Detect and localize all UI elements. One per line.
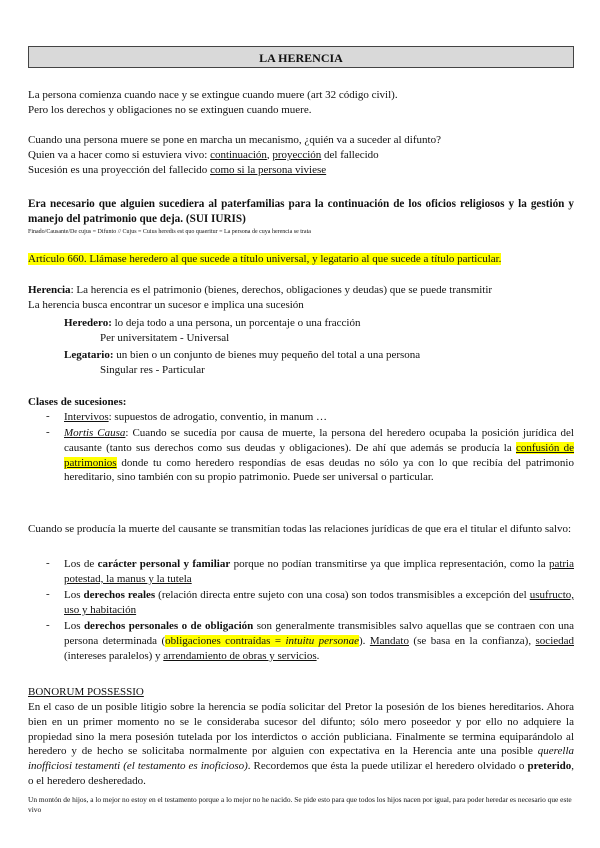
muerte-line-3: Sucesión es una proyección del fallecido como si la persona viviese <box>28 164 327 176</box>
muerte-line-2: Quien va a hacer como si estuviera vivo: continuación, proyección del fallecido <box>28 149 379 161</box>
herencia-definition: Herencia: La herencia es el patrimonio (bienes, derechos, obligaciones y deudas) que se puede transmitir <box>28 284 493 296</box>
article-660: Artículo 660. Llámase heredero al que sucede a título universal, y legatario al que sucede a título particular. <box>28 253 502 265</box>
transmision-intro: Cuando se producía la muerte del causante se transmitían todas las relaciones jurídicas de que era el titular el difunto salvo: <box>28 523 572 535</box>
heredero-latin: Per universitatem - Universal <box>100 332 230 344</box>
transmision-item-personal: Los de carácter personal y familiar porque no podían transmitirse ya que implica representación, como la patria potestad, la manus y la tutela <box>64 558 574 585</box>
paterfamilias-paragraph: Era necesario que alguien sucediera al paterfamilias para la continuación de los oficios religiosos y la gestión y manejo del patrimonio que deja. (SUI IURIS) <box>28 198 574 225</box>
page-title: LA HERENCIA <box>28 46 574 68</box>
transmision-item-reales: Los derechos reales (relación directa entre sujeto con una cosa) son todos transmisibles a excepción del usufructo, uso y habitación <box>64 589 574 616</box>
clases-item-mortis-causa: Mortis Causa: Cuando se sucedía por causa de muerte, la persona del heredero ocupaba la posición jurídica del causante (tanto sus derechos como sus deudas y obligaciones). De ahí que además se producía la confusión de patrimonios donde tu como heredero respondías de esas deudas no sólo ya con lo que recibía del patrimonio hereditario, sino también con su propio patrimonio. Puede ser universal o particular. <box>64 427 575 484</box>
legatario-definition: Legatario: un bien o un conjunto de bienes muy pequeño del total a una persona <box>64 349 421 361</box>
bullet-dash: - <box>46 426 50 438</box>
clases-item-intervivos: Intervivos: supuestos de adrogatio, conventio, in manum … <box>64 411 328 423</box>
muerte-line-1: Cuando una persona muere se pone en marcha un mecanismo, ¿quién va a suceder al difunto? <box>28 134 441 146</box>
bonorum-heading: BONORUM POSSESSIO <box>28 686 144 698</box>
bullet-dash: - <box>46 557 50 569</box>
transmision-item-personales: Los derechos personales o de obligación son generalmente transmisibles salvo aquellas que se contraen con una persona determinada (obligaciones contraídas = intuitu personae). Mandato (se basa en la confianza), sociedad (intereses paralelos) y arrendamiento de obras y servicios. <box>64 620 575 662</box>
bullet-dash: - <box>46 619 50 631</box>
intro-line-2: Pero los derechos y obligaciones no se extinguen cuando muere. <box>28 104 312 116</box>
intro-line-1: La persona comienza cuando nace y se extingue cuando muere (art 32 código civil). <box>28 89 398 101</box>
bonorum-paragraph: En el caso de un posible litigio sobre la herencia se podía solicitar del Pretor la posesión de los bienes hereditarios. Ahora bien en un primer momento no se le consideraba sucesor del difunto; sólo mero poseedor y por ello no adquiere la propiedad sino la mera posesión tutelada por los interdictos o acción publiciana. Finalmente se termina equiparándolo al heredero y de hecho se solicitaba normalmente por alguien con expectativa en la Herencia ante una posible querella inofficiosi testamenti (el testamento es inoficioso). Recordemos que ésta la puede utilizar el heredero olvidado o preterido, o el heredero desheredado. <box>28 701 575 787</box>
herencia-line-2: La herencia busca encontrar un sucesor e implica una sucesión <box>28 299 304 311</box>
bonorum-note: Un montón de hijos, a lo mejor no estoy en el testamento porque a lo mejor no he nacido. Se pide esto para que todos los hijos nacen por igual, para poder heredar es necesario que este vivo <box>28 795 572 814</box>
cujus-note: Finado/Causante/De cujus = Difunto // Cujus = Cuius heredis est quo quaeritur = La persona de cuya herencia se trata <box>28 229 311 235</box>
legatario-latin: Singular res - Particular <box>100 364 205 376</box>
bullet-dash: - <box>46 410 50 422</box>
clases-heading: Clases de sucesiones: <box>28 396 127 408</box>
bullet-dash: - <box>46 588 50 600</box>
heredero-definition: Heredero: lo deja todo a una persona, un porcentaje o una fracción <box>64 317 361 329</box>
